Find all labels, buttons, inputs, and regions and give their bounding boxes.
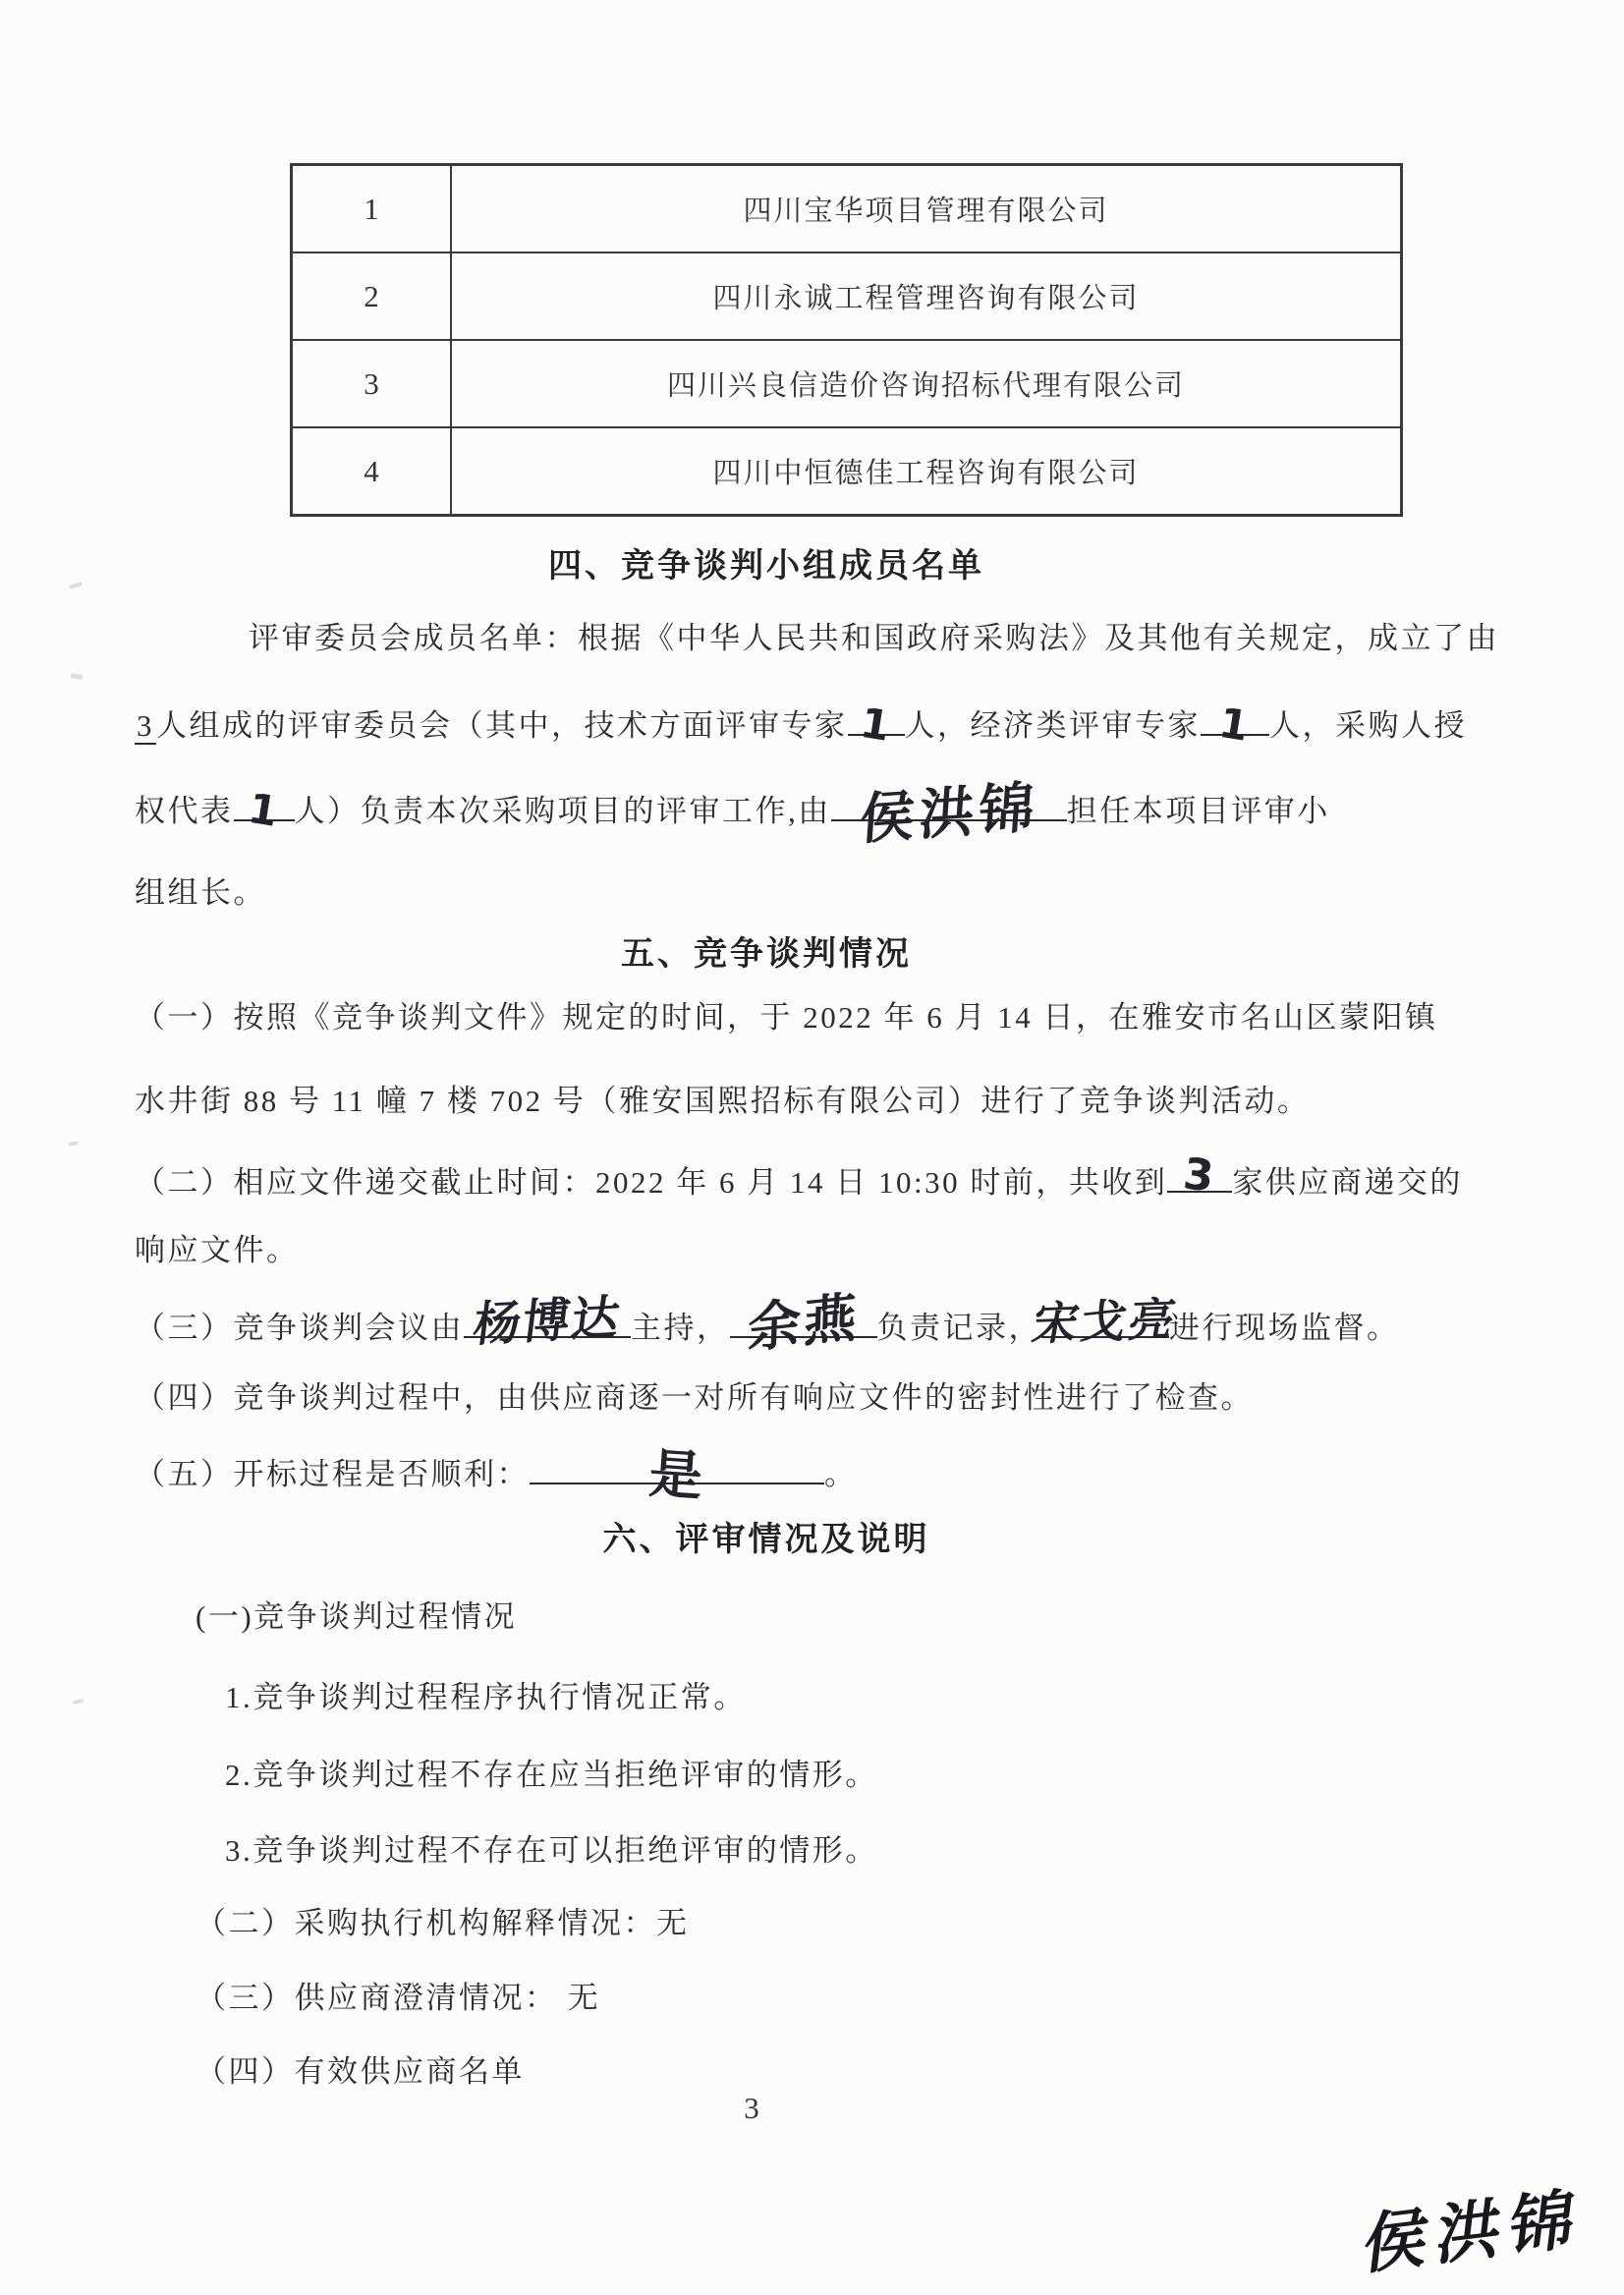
handwritten-smooth-answer: 是: [646, 1442, 707, 1508]
sec5-item1-line1: [135, 995, 1540, 1040]
row-number: 3: [292, 340, 452, 427]
handwritten-leader-signature: 侯洪锦: [857, 775, 1041, 853]
table-row: [292, 427, 1402, 516]
sec6-item1-line: [135, 1595, 1600, 1640]
purchaser-rep-count-blank: [234, 783, 295, 837]
sec5-item5-line: [135, 1442, 1540, 1508]
table-row: [292, 252, 1402, 340]
leader-name-blank: [831, 775, 1067, 853]
sec5-item2-text-a: （二）相应文件递交截止时间：2022 年 6 月 14 日 10:30 时前，共收到: [135, 1165, 1168, 1200]
sec5-item4-text: （四）竞争谈判过程中，由供应商逐一对所有响应文件的密封性进行了检查。: [135, 1380, 1254, 1415]
row-number: 1: [292, 165, 452, 253]
row-number: 2: [292, 252, 452, 340]
sec5-item1-text2: 水井街 88 号 11 幢 7 楼 702 号（雅安国熙招标有限公司）进行了竞争谈判活动。: [135, 1084, 1311, 1118]
sec6-sub1-line: [135, 1675, 1624, 1720]
section5-heading: 五、竞争谈判情况: [621, 936, 912, 973]
sec6-item3-text: （三）供应商澄清情况： 无: [196, 1981, 601, 2015]
supplier-count-blank: [1167, 1148, 1232, 1203]
sec5-item3-text-d: 进行现场监督。: [1169, 1311, 1400, 1345]
table-row: [292, 165, 1402, 253]
sec5-item3-line: [135, 1285, 1540, 1361]
supplier-table: [290, 163, 1403, 517]
company-name: 四川永诚工程管理咨询有限公司: [451, 252, 1402, 340]
host-name-blank: [464, 1289, 631, 1354]
scan-mark: [73, 1699, 84, 1706]
sec4-paragraph-line1: [135, 616, 1624, 661]
sec4-line3-text-b: 人）负责本次采购项目的评审工作,由: [294, 794, 831, 828]
sec6-sub3-text: 3.竞争谈判过程不存在可以拒绝评审的情形。: [225, 1833, 878, 1868]
sec6-sub3-line: [135, 1828, 1624, 1874]
handwritten-tech-expert-count: 1: [857, 698, 896, 752]
page-number: 3: [744, 2091, 759, 2125]
sec6-item3-line: [135, 1976, 1600, 2021]
sec5-item2-line1: [135, 1148, 1540, 1205]
handwritten-rep-count: 1: [245, 783, 284, 837]
recorder-name-blank: [730, 1285, 877, 1361]
sec5-item2-line2: [135, 1228, 1540, 1273]
section6-heading: 六、评审情况及说明: [602, 1522, 930, 1558]
sec4-line2-text-b: 人，经济类评审专家: [904, 708, 1201, 743]
sec5-item5-text-a: （五）开标过程是否顺利：: [135, 1457, 530, 1491]
handwritten-econ-expert-count: 1: [1215, 698, 1255, 752]
sec6-sub2-line: [135, 1753, 1624, 1798]
sec6-item4-line: [135, 2049, 1600, 2095]
econ-expert-count-blank: [1201, 698, 1269, 752]
sec5-item2-text2: 响应文件。: [135, 1233, 300, 1267]
company-name: 四川宝华项目管理有限公司: [451, 165, 1402, 253]
tech-expert-count-blank: [848, 698, 905, 752]
sec5-item5-text-b: 。: [824, 1457, 858, 1491]
handwritten-supplier-count: 3: [1181, 1148, 1219, 1203]
sec5-item2-text-b: 家供应商递交的: [1232, 1165, 1463, 1200]
sec6-item4-text: （四）有效供应商名单: [196, 2054, 525, 2089]
sec5-item1-text1: （一）按照《竞争谈判文件》规定的时间，于 2022 年 6 月 14 日，在雅安市名山区蒙阳镇: [135, 1000, 1438, 1035]
sec4-line2-text-a: 人组成的评审委员会（其中，技术方面评审专家: [156, 708, 848, 743]
sec4-paragraph-line2: [135, 698, 1540, 752]
sec4-line3-text-a: 权代表: [135, 794, 234, 828]
company-name: 四川兴良信造价咨询招标代理有限公司: [451, 340, 1402, 427]
scan-mark: [71, 673, 84, 680]
sec5-item3-text-b: 主持，: [631, 1311, 730, 1345]
sec4-line1-text: 评审委员会成员名单：根据《中华人民共和国政府采购法》及其他有关规定，成立了由: [249, 621, 1499, 655]
sec6-sub1-text: 1.竞争谈判过程程序执行情况正常。: [225, 1680, 747, 1714]
sec5-item3-text-c: 负责记录，: [876, 1311, 1041, 1345]
sec5-item3-text-a: （三）竞争谈判会议由: [135, 1311, 464, 1345]
handwritten-corner-signature: 侯洪锦: [1359, 2179, 1589, 2284]
sec6-sub2-text: 2.竞争谈判过程不存在应当拒绝评审的情形。: [225, 1758, 878, 1792]
handwritten-supervisor-signature: 宋戈亮: [1028, 1292, 1183, 1351]
member-count-underlined: 3: [137, 708, 154, 743]
sec6-item2-text: （二）采购执行机构解释情况：无: [196, 1906, 690, 1940]
sec4-line3-text-c: 担任本项目评审小: [1066, 794, 1330, 828]
smooth-answer-blank: [530, 1442, 824, 1508]
sec4-line4-text: 组组长。: [135, 875, 266, 910]
scan-mark: [69, 1141, 79, 1146]
sec4-paragraph-line4: [135, 870, 1540, 916]
sec6-item1-text: (一)竞争谈判过程情况: [196, 1599, 518, 1634]
handwritten-recorder-signature: 余燕: [746, 1285, 861, 1361]
row-number: 4: [292, 427, 452, 516]
handwritten-host-signature: 杨博达: [470, 1289, 625, 1354]
table-row: [292, 340, 1402, 427]
sec6-item2-line: [135, 1901, 1600, 1946]
sec4-line2-text-c: 人，采购人授: [1269, 708, 1467, 743]
section4-heading: 四、竞争谈判小组成员名单: [548, 548, 984, 585]
company-name: 四川中恒德佳工程咨询有限公司: [451, 427, 1402, 516]
supervisor-name-blank: [1028, 1292, 1183, 1351]
sec5-item4-line: [135, 1375, 1540, 1421]
sec4-paragraph-line3: [135, 775, 1540, 853]
sec5-item1-line2: [135, 1079, 1540, 1124]
